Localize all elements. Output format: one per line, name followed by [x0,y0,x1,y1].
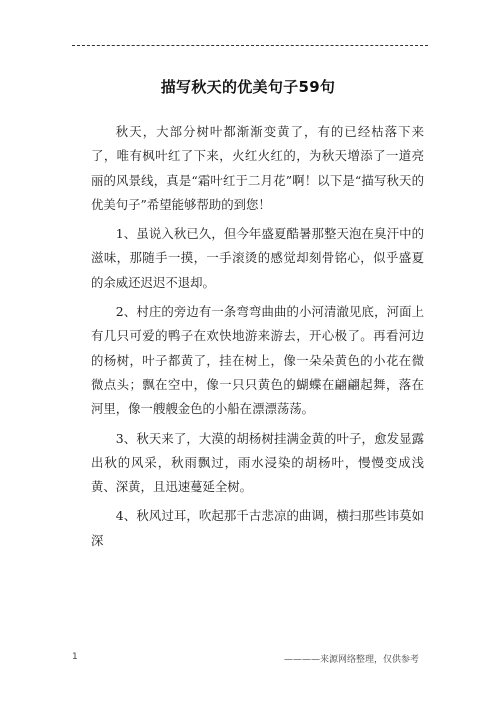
sentence-paragraph-1: 1、虽说入秋已久，但今年盛夏酷暑那整天泡在臭汗中的滋味，那随手一摸，一手滚烫的感觉却刻骨铭心，似乎盛夏的余威还迟迟不退却。 [91,226,424,290]
page-footer [72,652,428,666]
footer-source-note: ————来源网络整理，仅供参考 [284,655,420,665]
document-body [91,120,424,558]
page-number: 1 [72,652,78,662]
sentence-paragraph-4: 4、秋风过耳，吹起那千古悲凉的曲调，横扫那些讳莫如深 [91,508,424,548]
sentence-paragraph-2: 2、村庄的旁边有一条弯弯曲曲的小河清澈见底，河面上有几只可爱的鸭子在欢快地游来游去，开心极了。再看河边的杨树，叶子都黄了，挂在树上，像一朵朵黄色的小花在微微点头；飘在空中，像一只只黄色的蝴蝶在翩翩起舞，落在河里，像一艘艘金色的小船在漂漂荡荡。 [91,304,424,417]
intro-paragraph: 秋天，大部分树叶都渐渐变黄了，有的已经枯落下来了，唯有枫叶红了下来，火红火红的，为秋天增添了一道亮丽的风景线，真是“霜叶红于二月花”啊！以下是“描写秋天的优美句子”希望能够帮助的到您！ [91,124,424,212]
document-title: 描写秋天的优美句子59句 [160,78,336,96]
sentence-paragraph-3: 3、秋天来了，大漠的胡杨树挂满金黄的叶子，愈发显露出秋的风采，秋雨飘过，雨水浸染的胡杨叶，慢慢变成浅黄、深黄，且迅速蔓延全树。 [91,430,424,495]
header-dashed-rule [72,45,428,46]
